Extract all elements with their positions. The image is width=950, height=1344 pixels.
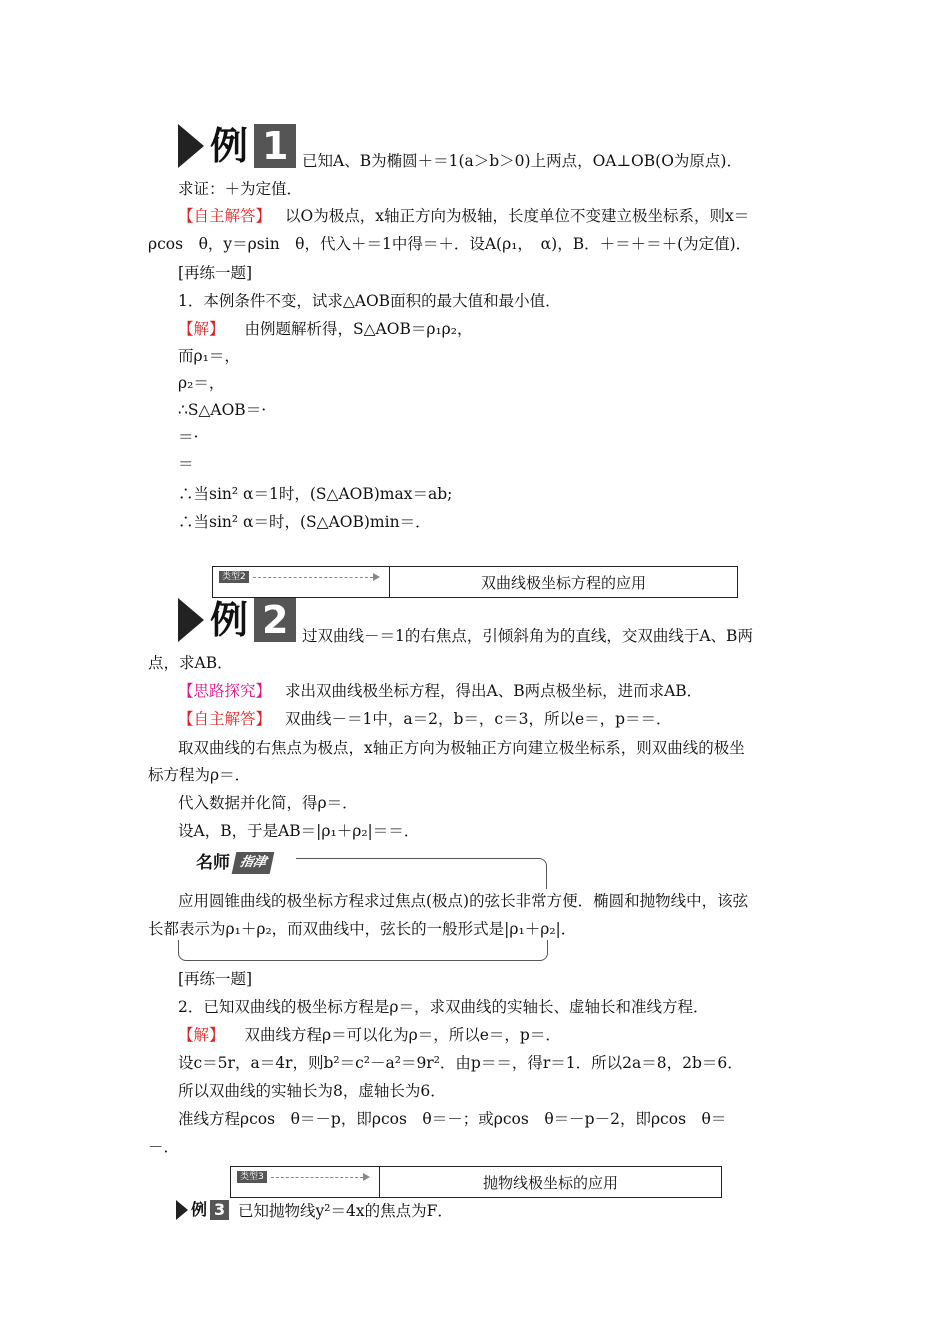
think-label: 【思路探究】 (178, 682, 272, 700)
practice-2-line-4: 准线方程ρcos θ＝－p，即ρcos θ＝－；或ρcos θ＝－p－2，即ρcos θ＝ (178, 1110, 727, 1128)
arrow-icon (363, 1173, 370, 1181)
example-number: 1 (254, 124, 296, 168)
type-3-header (230, 1166, 722, 1198)
type-2-title: 双曲线极坐标方程的应用 (480, 573, 646, 592)
example-2-paragraph-3: 代入数据并化简，得ρ＝． (178, 794, 358, 812)
triangle-icon (178, 598, 204, 642)
practice-1-question: 1．本例条件不变，试求△AOB面积的最大值和最小值． (178, 292, 561, 310)
example-word: 例 (204, 598, 254, 642)
tip-label: 指津 (232, 852, 275, 874)
practice-1-line-4: ∴S△AOB＝· (178, 401, 267, 419)
type-2-header (212, 566, 738, 598)
solution-label: 【解】 (178, 320, 225, 338)
self-answer-label: 【自主解答】 (178, 207, 272, 225)
triangle-icon (176, 1200, 188, 1220)
example-1-solution-line-2: ρcos θ，y＝ρsin θ，代入＋＝1中得＝＋．设A(ρ₁， α)，B．＋＝＋＝＋(为定值)． (148, 235, 752, 253)
teacher-label: 名师 (196, 853, 230, 873)
practice-1-line-2: 而ρ₁＝， (178, 347, 240, 365)
practice-2-line-3: 所以双曲线的实轴长为8，虚轴长为6． (178, 1082, 446, 1100)
example-2-line-1: 过双曲线－＝1的右焦点，引倾斜角为的直线，交双曲线于A、B两 (302, 627, 753, 645)
type-3-title: 抛物线极坐标的应用 (482, 1173, 618, 1192)
practice-1-header: [再练一题] (178, 264, 253, 282)
practice-2-solution-line-1 (178, 1024, 561, 1046)
practice-1-solution-line-1 (178, 318, 473, 340)
solution-text: 由例题解析得，S△AOB＝ρ₁ρ₂， (244, 320, 473, 338)
arrow-line (253, 577, 373, 578)
practice-2-question: 2．已知双曲线的极坐标方程是ρ＝，求双曲线的实轴长、虚轴长和准线方程． (178, 998, 709, 1016)
teacher-tip-line-1: 应用圆锥曲线的极坐标方程求过焦点(极点)的弦长非常方便．椭圆和抛物线中，该弦 (178, 892, 749, 910)
practice-1-line-7: ∴当sin² α＝1时，(S△AOB)max＝ab; (178, 485, 453, 503)
solution-text: 以O为极点，x轴正方向为极轴，长度单位不变建立极坐标系，则x＝ (285, 207, 750, 225)
example-2-paragraph-1: 取双曲线的右焦点为极点，x轴正方向为极轴正方向建立极坐标系，则双曲线的极坐 (178, 739, 745, 757)
teacher-tip-line-2: 长都表示为ρ₁＋ρ₂，而双曲线中，弦长的一般形式是|ρ₁＋ρ₂|． (148, 920, 577, 938)
self-answer-label: 【自主解答】 (178, 710, 272, 728)
arrow-line (271, 1177, 363, 1178)
solution-label: 【解】 (178, 1026, 225, 1044)
example-number: 2 (254, 598, 296, 642)
example-1-solution-line-1 (178, 205, 749, 227)
example-2-think-line (178, 680, 702, 702)
solution-text: 双曲线方程ρ＝可以化为ρ＝，所以e＝，p＝． (244, 1026, 561, 1044)
example-1-badge (178, 124, 296, 168)
example-3-badge (176, 1200, 229, 1220)
example-1-line-2: 求证：＋为定值． (178, 180, 303, 198)
teacher-tip-frame-bottom (178, 940, 548, 961)
practice-1-line-6: ＝ (178, 455, 194, 473)
example-word: 例 (191, 1200, 208, 1219)
practice-2-header: [再练一题] (178, 970, 253, 988)
type-3-tag: 类型3 (237, 1171, 267, 1183)
teacher-tip-badge (192, 852, 272, 874)
example-2-badge (178, 598, 296, 642)
solution-text: 双曲线－＝1中，a＝2，b＝，c＝3，所以e＝，p＝＝． (285, 710, 672, 728)
practice-2-line-5: －． (148, 1138, 180, 1156)
practice-1-line-8: ∴当sin² α＝时，(S△AOB)min＝． (178, 513, 431, 531)
practice-1-line-3: ρ₂＝， (178, 374, 225, 392)
teacher-tip-frame-top (296, 858, 547, 889)
think-text: 求出双曲线极坐标方程，得出A、B两点极坐标，进而求AB． (285, 682, 703, 700)
example-3-line-1: 已知抛物线y²＝4x的焦点为F． (238, 1202, 453, 1220)
practice-1-line-5: ＝· (178, 428, 199, 446)
triangle-icon (178, 124, 204, 168)
type-2-tag: 类型2 (219, 571, 249, 583)
example-2-solution-line-1 (178, 708, 672, 730)
practice-2-line-2: 设c＝5r，a＝4r，则b²＝c²－a²＝9r²．由p＝＝，得r＝1．所以2a＝8，2b＝6． (178, 1054, 743, 1072)
example-2-paragraph-4: 设A，B，于是AB＝|ρ₁＋ρ₂|＝＝． (178, 822, 420, 840)
example-1-line-1: 已知A、B为椭圆＋＝1(a＞b＞0)上两点，OA⊥OB(O为原点)． (302, 152, 742, 170)
arrow-icon (373, 573, 380, 581)
example-2-line-2: 点，求AB． (148, 654, 233, 672)
example-number: 3 (210, 1200, 229, 1220)
example-word: 例 (204, 124, 254, 168)
example-2-paragraph-2: 标方程为ρ＝． (148, 766, 251, 784)
